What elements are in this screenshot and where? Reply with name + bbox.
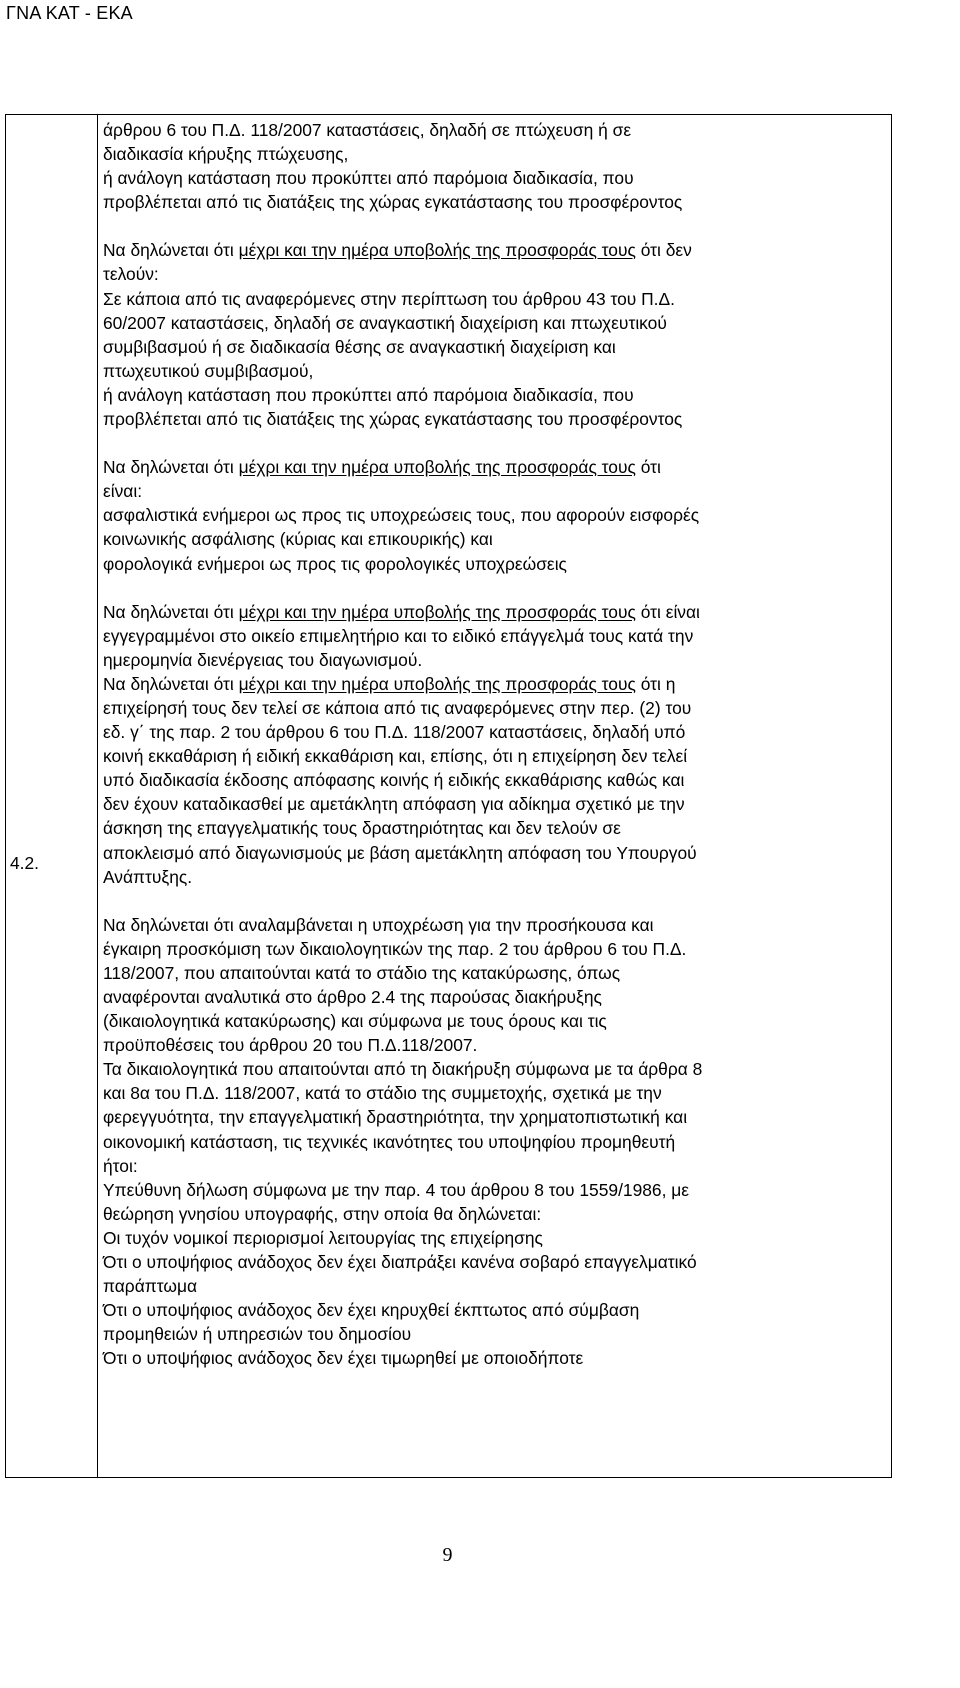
text-line: φερεγγυότητα, την επαγγελματική δραστηριότητα, την χρηματοπιστωτική και bbox=[103, 1107, 688, 1128]
underlined-phrase: μέχρι και την ημέρα υποβολής της προσφοράς τους bbox=[238, 601, 636, 622]
text-line: έγκαιρη προσκόμιση των δικαιολογητικών της παρ. 2 του άρθρου 6 του Π.Δ. bbox=[103, 938, 687, 959]
text-line: κοινή εκκαθάριση ή ειδική εκκαθάριση και, επίσης, ότι η επιχείρηση δεν τελεί bbox=[103, 746, 688, 767]
text-line: δεν έχουν καταδικασθεί με αμετάκλητη απόφαση για αδίκημα σχετικό με την bbox=[103, 794, 685, 815]
table-content-column bbox=[103, 118, 887, 1371]
text-line bbox=[103, 672, 887, 696]
document-header: ΓΝΑ ΚΑΤ - ΕΚΑ bbox=[6, 3, 133, 23]
text-line: Τα δικαιολογητικά που απαιτούνται από τη διακήρυξη σύμφωνα με τα άρθρα 8 bbox=[103, 1059, 703, 1080]
text-line: προϋποθέσεις του άρθρου 20 του Π.Δ.118/2007. bbox=[103, 1035, 478, 1056]
text-line: άρθρου 6 του Π.Δ. 118/2007 καταστάσεις, δηλαδή σε πτώχευση ή σε bbox=[103, 120, 632, 140]
text-line bbox=[103, 238, 887, 262]
text-line: Οι τυχόν νομικοί περιορισμοί λειτουργίας της επιχείρησης bbox=[103, 1227, 543, 1248]
text-line: Ότι ο υποψήφιος ανάδοχος δεν έχει τιμωρηθεί με οποιοδήποτε bbox=[103, 1348, 584, 1369]
text-line: 118/2007, που απαιτούνται κατά το στάδιο της κατακύρωσης, όπως bbox=[103, 962, 621, 983]
underlined-phrase: μέχρι και την ημέρα υποβολής της προσφοράς τους bbox=[238, 457, 636, 478]
section-number: 4.2. bbox=[10, 853, 40, 873]
text-line: θεώρηση γνησίου υπογραφής, στην οποία θα δηλώνεται: bbox=[103, 1203, 542, 1224]
text-line: (δικαιολογητικά κατακύρωσης) και σύμφωνα με τους όρους και τις bbox=[103, 1011, 607, 1032]
text-line: διαδικασία κήρυξης πτώχευσης, bbox=[103, 144, 349, 165]
declare-text: Να δηλώνεται ότι bbox=[103, 457, 234, 478]
text-line: τελούν: bbox=[103, 264, 159, 285]
text-line: επιχείρησή τους δεν τελεί σε κάποια από τις αναφερόμενες στην περ. (2) του bbox=[103, 697, 692, 718]
text-line: Ότι ο υποψήφιος ανάδοχος δεν έχει κηρυχθεί έκπτωτος από σύμβαση bbox=[103, 1300, 640, 1321]
text-line: 60/2007 καταστάσεις, δηλαδή σε αναγκαστική διαχείριση και πτωχευτικού bbox=[103, 312, 667, 333]
text-line: ή ανάλογη κατάσταση που προκύπτει από παρόμοια διαδικασία, που bbox=[103, 168, 634, 189]
underlined-phrase: μέχρι και την ημέρα υποβολής της προσφοράς τους bbox=[238, 240, 636, 261]
text-line: προμηθειών ή υπηρεσιών του δημοσίου bbox=[103, 1324, 412, 1345]
text-line: ή ανάλογη κατάσταση που προκύπτει από παρόμοια διαδικασία, που bbox=[103, 384, 634, 405]
text-line: εδ. γ΄ της παρ. 2 του άρθρου 6 του Π.Δ. 118/2007 καταστάσεις, δηλαδή υπό bbox=[103, 722, 686, 743]
text-line: φορολογικά ενήμεροι ως προς τις φορολογικές υποχρεώσεις bbox=[103, 553, 567, 574]
declare-text: Να δηλώνεται ότι bbox=[103, 240, 234, 261]
text-line: Ότι ο υποψήφιος ανάδοχος δεν έχει διαπράξει κανένα σοβαρό επαγγελματικό bbox=[103, 1252, 697, 1273]
text-line: κοινωνικής ασφάλισης (κύριας και επικουρικής) και bbox=[103, 529, 493, 550]
text-line-tail: ότι η bbox=[640, 673, 676, 694]
text-line bbox=[103, 455, 887, 479]
text-line bbox=[103, 600, 887, 624]
text-line-tail: ότι είναι bbox=[640, 601, 700, 622]
declare-text: Να δηλώνεται ότι bbox=[103, 601, 234, 622]
text-line: ημερομηνία διενέργειας του διαγωνισμού. bbox=[103, 649, 423, 670]
text-line: συμβιβασμού ή σε διαδικασία θέσης σε αναγκαστική διαχείριση και bbox=[103, 336, 616, 357]
text-line: παράπτωμα bbox=[103, 1276, 198, 1297]
column-divider bbox=[97, 115, 98, 1477]
text-line: αποκλεισμό από διαγωνισμούς με βάση αμετάκλητη απόφαση του Υπουργού bbox=[103, 842, 697, 863]
text-line: Ανάπτυξης. bbox=[103, 866, 193, 887]
text-line: είναι: bbox=[103, 481, 143, 502]
declare-text: Να δηλώνεται ότι bbox=[103, 673, 234, 694]
text-line: αναφέρονται αναλυτικά στο άρθρο 2.4 της παρούσας διακήρυξης bbox=[103, 987, 602, 1007]
text-line: Να δηλώνεται ότι αναλαμβάνεται η υποχρέωση για την προσήκουσα και bbox=[103, 914, 654, 935]
text-line: Σε κάποια από τις αναφερόμενες στην περίπτωση του άρθρου 43 του Π.Δ. bbox=[103, 288, 675, 309]
text-line: ήτοι: bbox=[103, 1155, 138, 1176]
text-line: προβλέπεται από τις διατάξεις της χώρας εγκατάστασης του προσφέροντος bbox=[103, 192, 683, 213]
text-line: και 8α του Π.Δ. 118/2007, κατά το στάδιο της συμμετοχής, σχετικά με την bbox=[103, 1083, 662, 1104]
text-line: ασφαλιστικά ενήμεροι ως προς τις υποχρεώσεις τους, που αφορούν εισφορές bbox=[103, 505, 700, 526]
text-line: πτωχευτικού συμβιβασμού, bbox=[103, 360, 314, 381]
requirements-table bbox=[5, 114, 892, 1478]
text-line: άσκηση της επαγγελματικής τους δραστηριότητας και δεν τελούν σε bbox=[103, 818, 621, 839]
text-line: προβλέπεται από τις διατάξεις της χώρας εγκατάστασης του προσφέροντος bbox=[103, 409, 683, 430]
text-line: οικονομική κατάσταση, τις τεχνικές ικανότητες του υποψηφίου προμηθευτή bbox=[103, 1131, 676, 1152]
underlined-phrase: μέχρι και την ημέρα υποβολής της προσφοράς τους bbox=[238, 673, 636, 694]
text-line: εγγεγραμμένοι στο οικείο επιμελητήριο και το ειδικό επάγγελμά τους κατά την bbox=[103, 625, 694, 646]
text-line: Υπεύθυνη δήλωση σύμφωνα με την παρ. 4 του άρθρου 8 του 1559/1986, με bbox=[103, 1179, 690, 1200]
page-number: 9 bbox=[442, 1544, 453, 1566]
text-line: υπό διαδικασία έκδοσης απόφασης κοινής ή ειδικής εκκαθάρισης καθώς και bbox=[103, 770, 685, 791]
text-line-tail: ότι δεν bbox=[640, 240, 692, 261]
text-line-tail: ότι bbox=[640, 457, 661, 478]
